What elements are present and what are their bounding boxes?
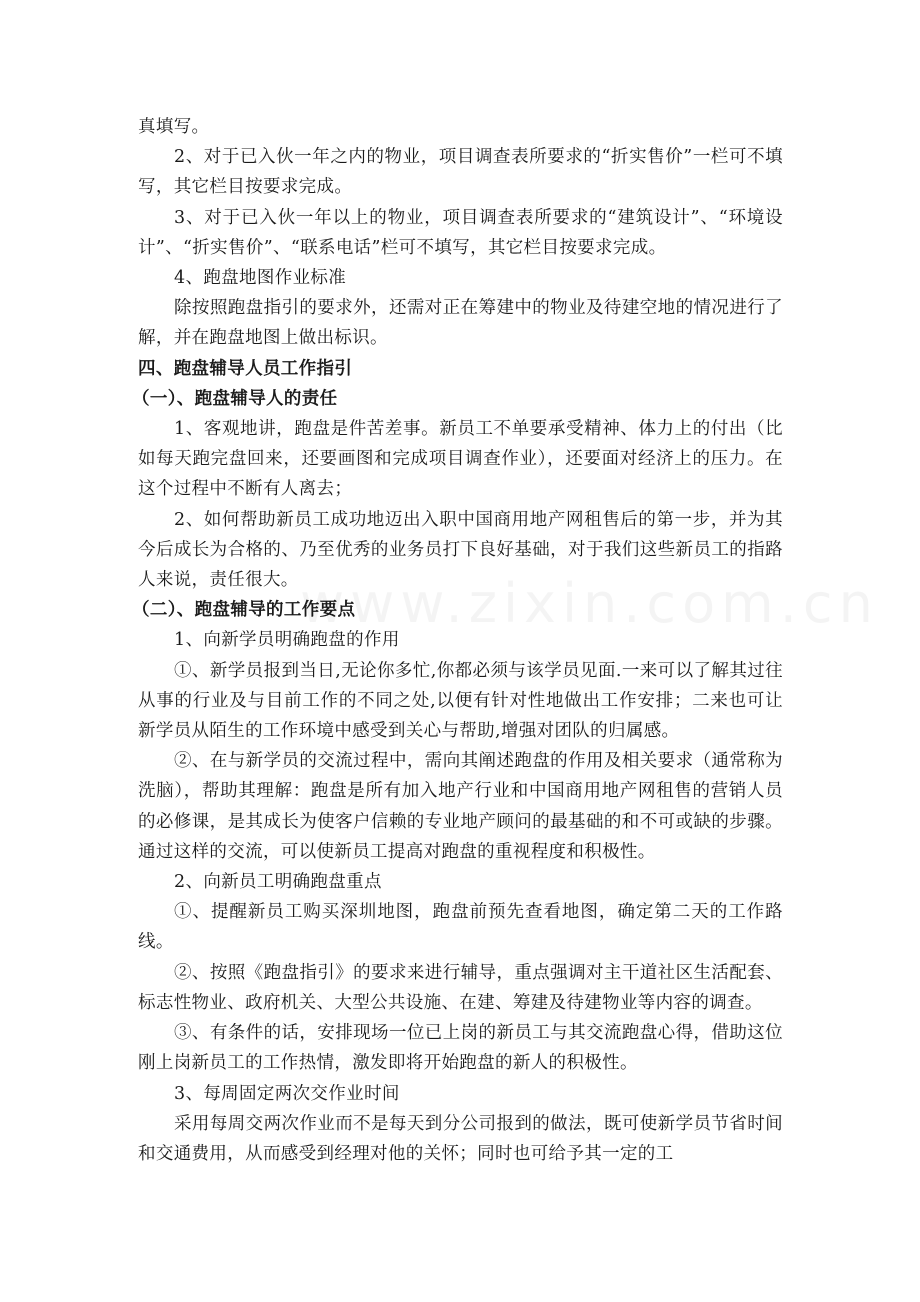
- paragraph: 2、如何帮助新员工成功地迈出入职中国商用地产网租售后的第一步，并为其今后成长为合格的、乃至优秀的业务员打下良好基础，对于我们这些新员工的指路人来说，责任很大。: [138, 509, 783, 591]
- paragraph: ②、在与新学员的交流过程中，需向其阐述跑盘的作用及相关要求（通常称为洗脑），帮助其理解：跑盘是所有加入地产行业和中国商用地产网租售的营销人员的必修课，是其成长为使客户信赖的专业地产顾问的最基础的和不可或缺的步骤。通过这样的交流，可以使新员工提高对跑盘的重视程度和积极性。: [138, 751, 783, 862]
- paragraph: 3、每周固定两次交作业时间: [174, 1083, 400, 1104]
- paragraph: ②、按照《跑盘指引》的要求来进行辅导，重点强调对主干道社区生活配套、标志性物业、政府机关、大型公共设施、在建、筹建及待建物业等内容的调查。: [138, 962, 783, 1013]
- paragraph: ①、提醒新员工购买深圳地图，跑盘前预先查看地图，确定第二天的工作路线。: [138, 902, 783, 953]
- paragraph: 2、对于已入伙一年之内的物业，项目调查表所要求的“折实售价”一栏可不填写，其它栏目按要求完成。: [138, 147, 783, 198]
- paragraph: ①、新学员报到当日,无论你多忙,你都必须与该学员见面.一来可以了解其过往从事的行业及与目前工作的不同之处,以便有针对性地做出工作安排；二来也可让新学员从陌生的工作环境中感受到关心与帮助,增强对团队的归属感。: [138, 660, 783, 742]
- paragraph: 3、对于已入伙一年以上的物业，项目调查表所要求的“建筑设计”、“环境设计”、“折实售价”、“联系电话”栏可不填写，其它栏目按要求完成。: [138, 207, 783, 258]
- paragraph: 1、客观地讲，跑盘是件苦差事。新员工不单要承受精神、体力上的付出（比如每天跑完盘回来，还要画图和完成项目调查作业），还要面对经济上的压力。在这个过程中不断有人离去；: [138, 419, 783, 500]
- section-heading: 四、跑盘辅导人员工作指引: [138, 358, 353, 379]
- paragraph: 真填写。: [138, 117, 210, 137]
- paragraph: 4、跑盘地图作业标准: [174, 268, 347, 289]
- paragraph: 除按照跑盘指引的要求外，还需对正在筹建中的物业及待建空地的情况进行了解，并在跑盘地图上做出标识。: [138, 298, 783, 349]
- paragraph: 2、向新员工明确跑盘重点: [174, 872, 382, 893]
- document-page: [132, 112, 783, 1169]
- paragraph: 1、向新学员明确跑盘的作用: [174, 630, 400, 651]
- subsection-heading: （一）、跑盘辅导人的责任: [132, 388, 338, 409]
- paragraph: 采用每周交两次作业而不是每天到分公司报到的做法，既可使新学员节省时间和交通费用，从而感受到经理对他的关怀；同时也可给予其一定的工: [138, 1113, 783, 1164]
- paragraph: ③、有条件的话，安排现场一位已上岗的新员工与其交流跑盘心得，借助这位刚上岗新员工的工作热情，激发即将开始跑盘的新人的积极性。: [138, 1023, 783, 1074]
- subsection-heading: （二）、跑盘辅导的工作要点: [132, 600, 356, 621]
